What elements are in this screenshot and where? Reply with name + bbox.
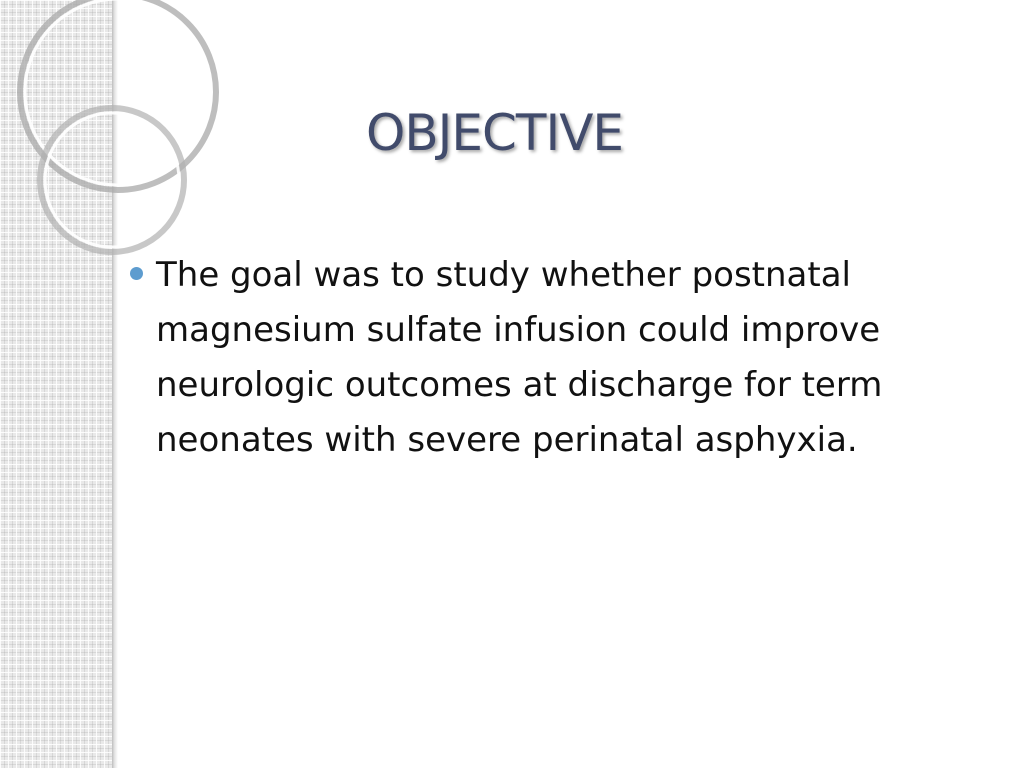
decorative-rings [0,0,200,260]
bullet-dot-icon [130,267,143,280]
bullet-text-line: neurologic outcomes at discharge for term [156,365,883,405]
slide-title: OBJECTIVE [366,104,623,162]
bullet-text-line: neonates with severe perinatal asphyxia. [156,420,858,460]
slide-body [130,248,970,468]
bullet-text-line: magnesium sulfate infusion could improve [156,310,881,350]
bullet-item [130,248,970,468]
bullet-text-line: The goal was to study whether postnatal [156,255,852,295]
